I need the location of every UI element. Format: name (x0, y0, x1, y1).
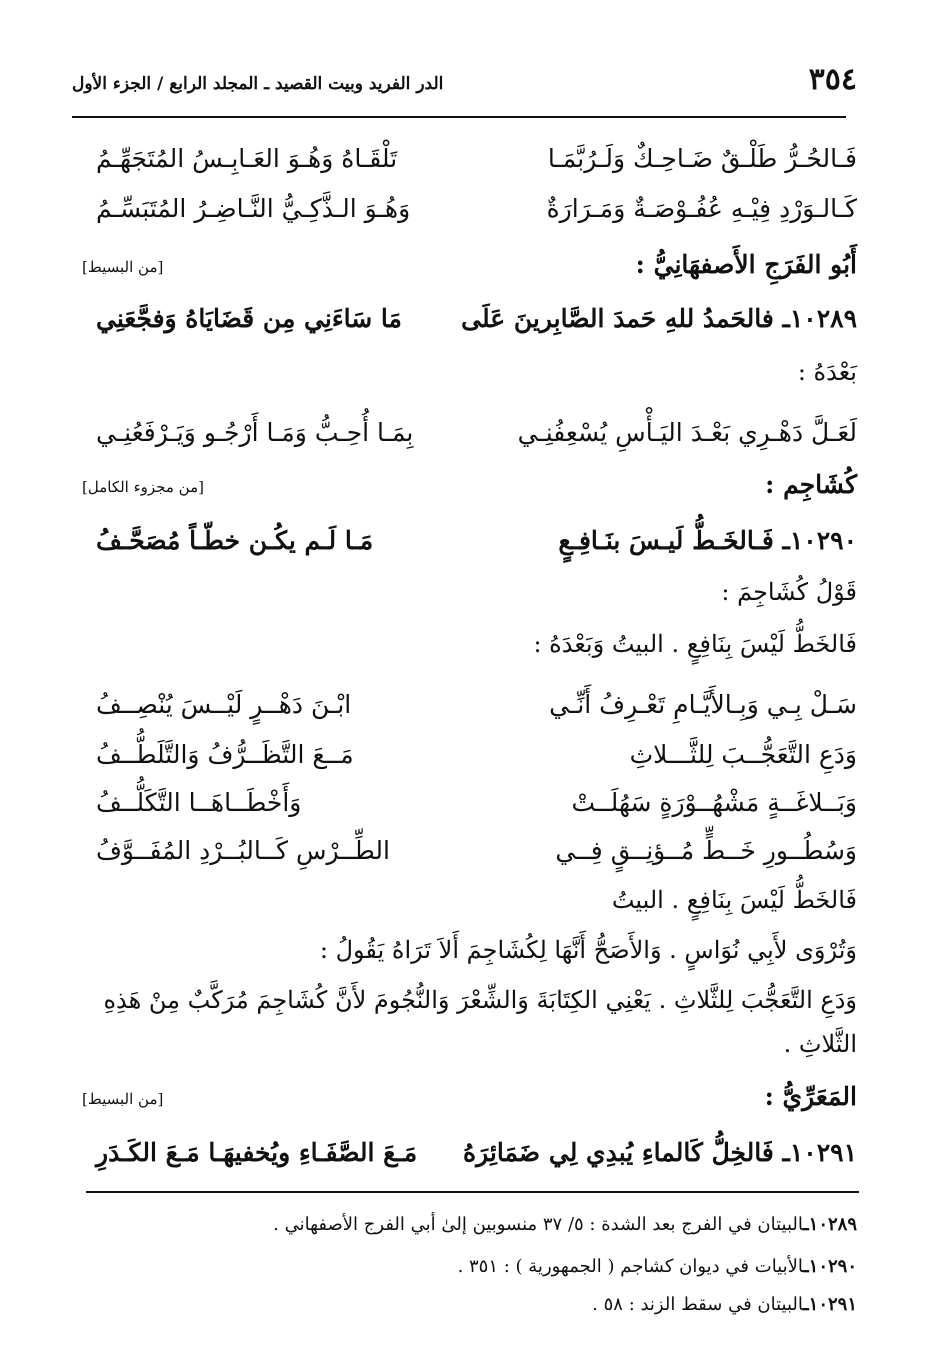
verse-first-hemistich: ١٠٢٩١ـ فَالخِلُّ كَالماءِ يُبدِي لِي ضَمَائِرَهُ (463, 1137, 857, 1167)
verse-second-hemistich: ابْـنَ دَهْــرٍ لَيْــسَ يُنْصِــفُ (96, 689, 352, 719)
poet-name: المَعَرِّيُّ : (764, 1082, 857, 1111)
verse-second-hemistich: وَهُـوَ الـذَّكِـيُّ النَّـاضِـرُ المُتَبَسِّـمُ (96, 193, 411, 223)
verse-second-hemistich: مَــعَ التَّظَــرُّفُ وَالتَّلَطُّــفُ (96, 739, 354, 769)
verse-line (96, 830, 857, 870)
meter-label: [من البسيط] (82, 258, 164, 276)
verse-line (96, 734, 857, 774)
header-divider (72, 116, 846, 118)
verse-line (96, 412, 857, 452)
verse-line (96, 520, 857, 560)
footnote-text: الأبيات في ديوان كشاجم ( الجمهورية ) : ٣٥١ . (457, 1256, 804, 1277)
footnote (458, 1256, 857, 1277)
poet-name: أَبُو الفَرَجِ الأَصفهَانِيُّ : (635, 250, 857, 279)
meter-label: [من مجزوء الكامل] (82, 478, 204, 496)
verse-first-hemistich: ١٠٢٨٩ـ فالحَمدُ للهِ حَمدَ الصَّابِرينَ عَلَى (461, 303, 857, 333)
running-title: الدر الفريد وبيت القصيد ـ المجلد الرابع / الجزء الأول (72, 74, 444, 94)
poet-name: كُشَاجِم : (765, 470, 857, 499)
note-paragraph: وَدَعِ التَّعَجُّبَ لِلثَّلاثِ . يَعْنِي الكِتَابَةَ وَالشِّعْرَ وَالنُّجُومَ لأَنَّ كُشَاجِمَ مُرَكَّبٌ مِنْ هَذِهِ الثَّلاثِ . (103, 986, 857, 1058)
verse-second-hemistich: مَـا لَـم يكُـن خطّـاً مُصَحَّـفُ (96, 525, 374, 555)
verse-first-hemistich: فَـالحُـرُّ طَلْـقٌ ضَـاحِـكٌ وَلَـرُبَّمَـا (547, 143, 857, 173)
verse-second-hemistich: وَأَخْطَــاهَــا التَّكَلُّــفُ (96, 787, 302, 817)
verse-first-hemistich: وَبَــلاغَــةٍ مَشْهُــوْرَةٍ سَهُلَــتْ (571, 787, 857, 817)
closing-line: فَالخَطُّ لَيْسَ بِنَافِعٍ . البيتُ (611, 886, 857, 914)
verse-first-hemistich: كَـالـوَرْدِ فِيْـهِ عُفُـوْصَـةٌ وَمَـرَارَةٌ (546, 193, 857, 223)
verse-second-hemistich: مَا سَاءَنِي مِن قَضَايَاهُ وَفجَّعَنِي (96, 303, 402, 333)
footnote (592, 1294, 857, 1315)
verse-second-hemistich: مَـعَ الصَّفَـاءِ ويُخفيهَـا مَـعَ الكَـدَرِ (96, 1137, 418, 1167)
verse-line (96, 684, 857, 724)
verse-line (96, 138, 857, 178)
footnote-text: البيتان في الفرج بعد الشدة : ٥/ ٣٧ منسوبين إلىٰ أبي الفرج الأصفهاني . (273, 1214, 804, 1235)
verse-line (96, 298, 857, 338)
footnote-number: ١٠٢٩١ـ (803, 1294, 857, 1315)
footnote-text: البيتان في سقط الزند : ٥٨ . (592, 1294, 804, 1315)
verse-first-hemistich: لَعَـلَّ دَهْـرِي بَعْـدَ اليَـأْسِ يُسْعِفُنِـي (517, 417, 857, 447)
verse-first-hemistich: سَـلْ بِـي وَبِـالأَيَّـامِ تَعْـرِفُ أَنِّـي (549, 689, 857, 719)
meter-label: [من البسيط] (82, 1090, 164, 1108)
quote-intro: قَوْلُ كُشَاجِمَ : (721, 578, 857, 606)
footnote-number: ١٠٢٨٩ـ (803, 1214, 857, 1235)
page-number: ٣٥٤ (808, 62, 857, 97)
after-label: بَعْدَهُ : (797, 358, 857, 386)
footnote-divider (86, 1191, 859, 1193)
footnote-number: ١٠٢٩٠ـ (803, 1256, 857, 1277)
verse-line (96, 1132, 857, 1172)
verse-first-hemistich: وَدَعِ التَّعَجُّــبَ لِلثَّـــلاثِ (629, 739, 857, 769)
verse-first-hemistich: وَسُطُــورِ خَــطٍّ مُــؤنِــقٍ فِــي (555, 835, 857, 865)
verse-line (96, 188, 857, 228)
verse-second-hemistich: تَلْقَـاهُ وَهُـوَ العَـابِـسُ المُتَجَهِّـمُ (96, 143, 398, 173)
verse-line (96, 782, 857, 822)
footnote (273, 1214, 857, 1235)
verse-second-hemistich: بِمَـا أُحِـبُّ وَمَـا أَرْجُـو وَيَـرْفَعُنِـي (96, 417, 414, 447)
quote-line: فَالخَطُّ لَيْسَ بِنَافِعٍ . البيتُ وَبَعْدَهُ : (533, 630, 857, 658)
verse-second-hemistich: الطِّــرْسِ كَــالبُــرْدِ المُفَــوَّفُ (96, 835, 390, 865)
note-line: وَتُرْوَى لأَبِي نُوَاسٍ . وَالأَصَحُّ أَنَّهَا لِكُشَاجِمَ أَلاَ تَرَاهُ يَقُولُ : (319, 936, 857, 964)
verse-first-hemistich: ١٠٢٩٠ـ فَـالخَـطُّ لَيـسَ بنَـافِـعٍ (558, 525, 857, 555)
